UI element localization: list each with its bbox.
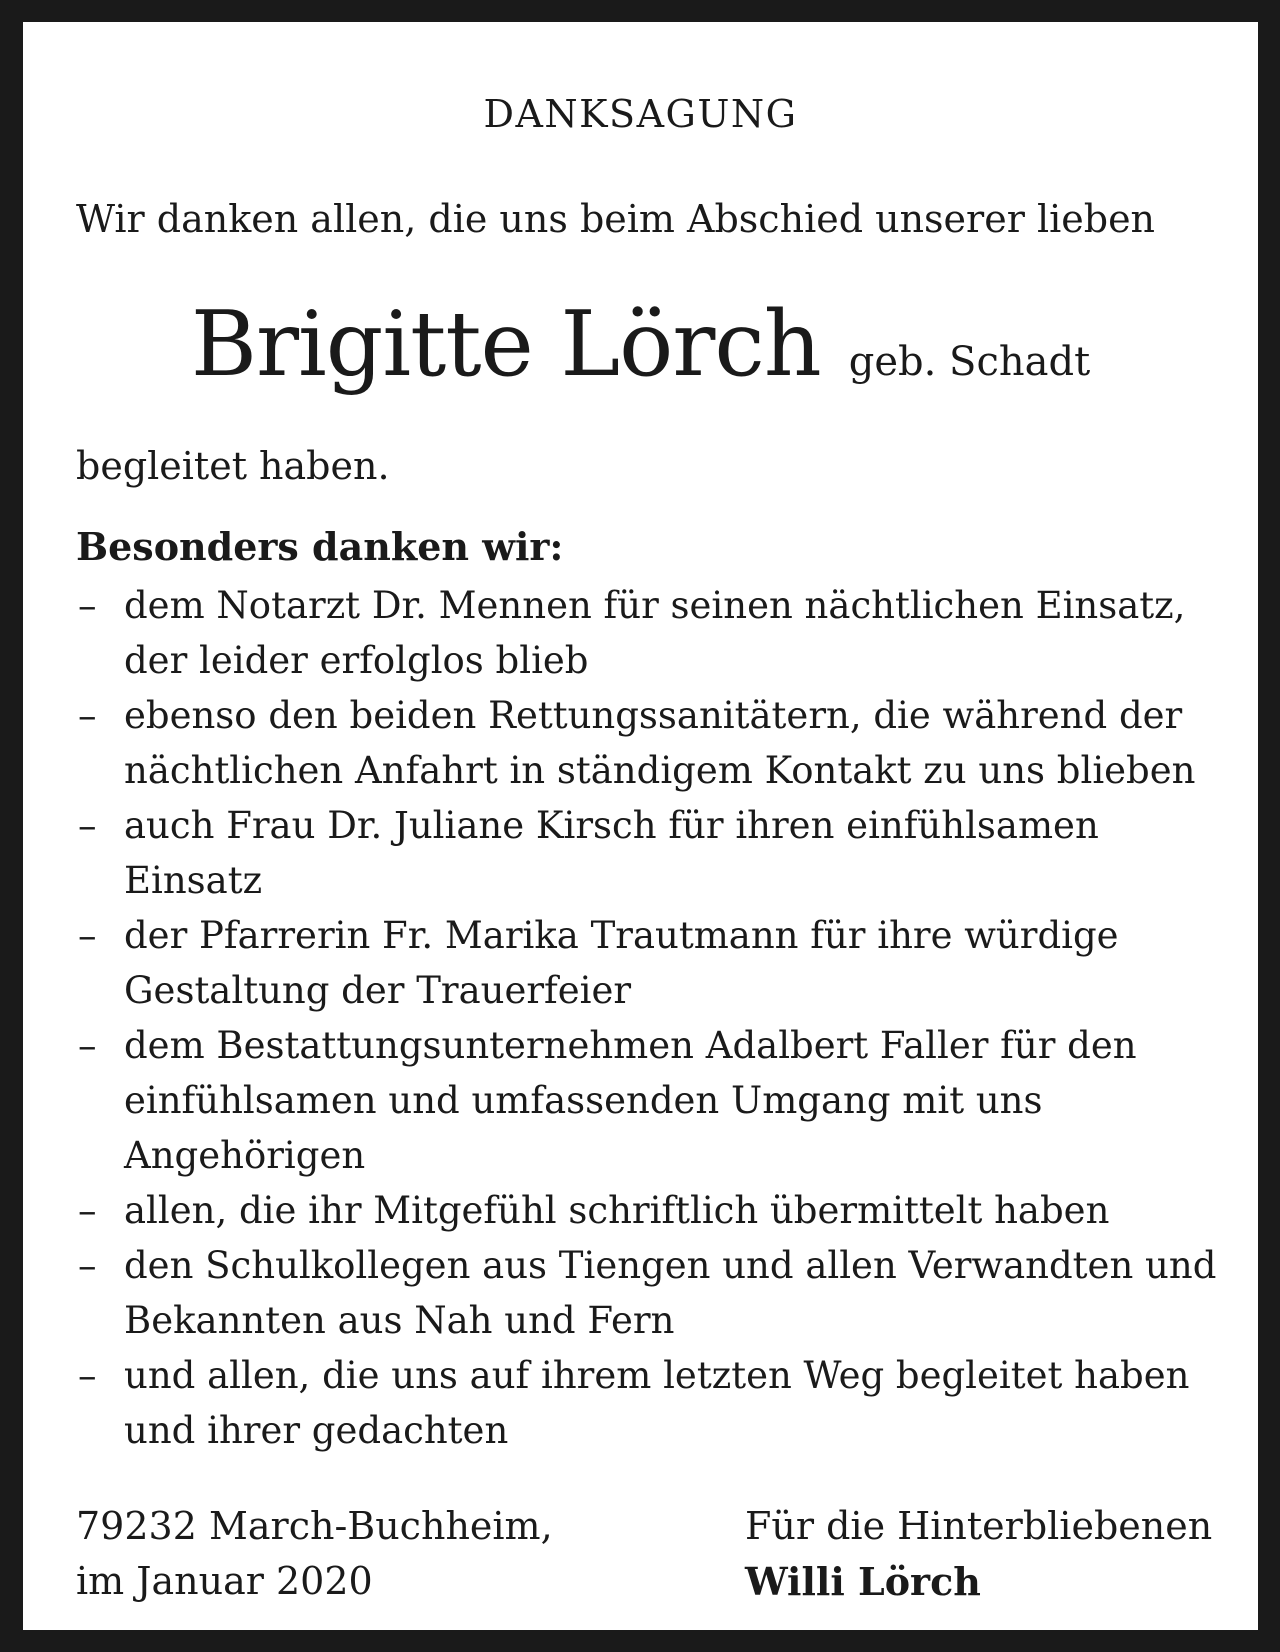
thanks-item-text: den Schulkollegen aus Tiengen und allen Verwandten und Bekannten aus Nah und Fern: [124, 1244, 1217, 1342]
thanks-heading: Besonders danken wir:: [76, 524, 564, 569]
dash-marker: –: [78, 804, 97, 847]
thanks-item-text: dem Notarzt Dr. Mennen für seinen nächtlichen Einsatz, der leider erfolglos blieb: [124, 584, 1186, 682]
dash-marker: –: [78, 1189, 97, 1232]
thanks-list: [76, 578, 1226, 1458]
thanks-item: [76, 1018, 1226, 1183]
deceased-name-line: [23, 292, 1258, 397]
dash-marker: –: [78, 694, 97, 737]
dash-marker: –: [78, 584, 97, 627]
thanks-item-text: dem Bestattungsunternehmen Adalbert Faller für den einfühlsamen und umfassenden Umgang mit uns Angehörigen: [124, 1024, 1137, 1177]
thanks-item: [76, 798, 1226, 908]
signatory-name: Willi Lörch: [745, 1559, 981, 1604]
date-text: im Januar 2020: [76, 1559, 373, 1603]
deceased-maiden-name: geb. Schadt: [848, 339, 1091, 385]
place-date: [76, 1499, 553, 1609]
dash-marker: –: [78, 1244, 97, 1287]
on-behalf-text: Für die Hinterbliebenen: [745, 1504, 1213, 1548]
thanks-item: [76, 578, 1226, 688]
dash-marker: –: [78, 914, 97, 957]
thanks-item: [76, 688, 1226, 798]
thanks-item: [76, 1238, 1226, 1348]
thanks-item-text: und allen, die uns auf ihrem letzten Weg begleitet haben und ihrer gedachten: [124, 1354, 1190, 1452]
accompanied-text: begleitet haben.: [76, 444, 390, 488]
obituary-card: [23, 22, 1258, 1630]
thanks-item-text: auch Frau Dr. Juliane Kirsch für ihren einfühlsamen Einsatz: [124, 804, 1099, 902]
notice-heading: DANKSAGUNG: [483, 92, 798, 136]
dash-marker: –: [78, 1024, 97, 1067]
place-text: 79232 March-Buchheim,: [76, 1504, 553, 1548]
thanks-item: [76, 1348, 1226, 1458]
thanks-item-text: allen, die ihr Mitgefühl schriftlich übermittelt haben: [124, 1189, 1110, 1232]
dash-marker: –: [78, 1354, 97, 1397]
intro-text: Wir danken allen, die uns beim Abschied unserer lieben: [76, 197, 1156, 241]
thanks-item-text: der Pfarrerin Fr. Marika Trautmann für ihre würdige Gestaltung der Trauerfeier: [124, 914, 1119, 1012]
thanks-item-text: ebenso den beiden Rettungssanitätern, die während der nächtlichen Anfahrt in ständigem Kontakt zu uns blieben: [124, 694, 1196, 792]
thanks-item: [76, 908, 1226, 1018]
thanks-item: [76, 1183, 1226, 1238]
signature-block: [745, 1499, 1212, 1609]
deceased-name: Brigitte Lörch: [190, 292, 821, 397]
